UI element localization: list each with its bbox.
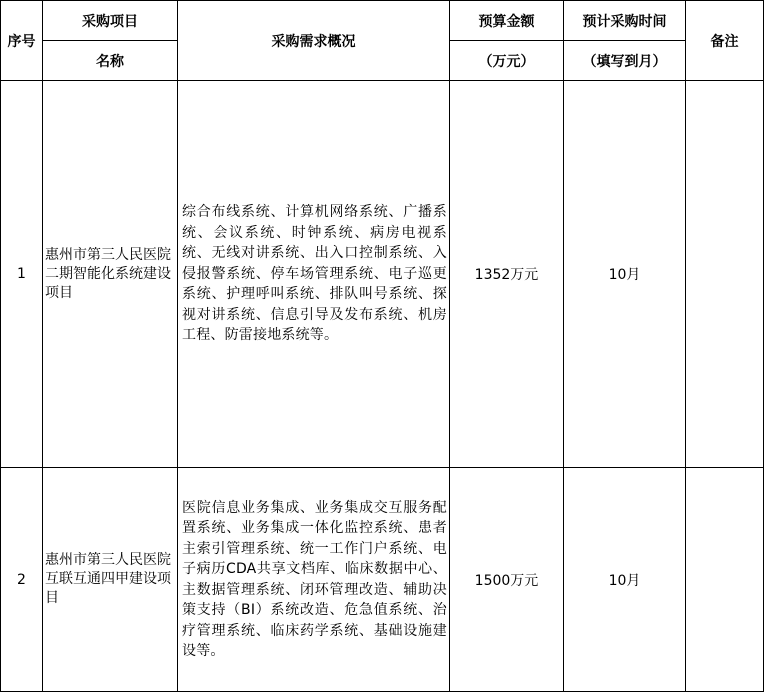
row-name: 惠州市第三人民医院二期智能化系统建设项目 [43, 81, 178, 468]
header-time: 预计采购时间 [564, 1, 686, 41]
header-time-note: （填写到月） [564, 41, 686, 81]
header-remarks: 备注 [686, 1, 764, 81]
row-budget: 1500万元 [450, 468, 564, 692]
row-time: 10月 [564, 81, 686, 468]
row-budget: 1352万元 [450, 81, 564, 468]
table-row [1, 81, 764, 468]
row-requirements: 综合布线系统、计算机网络系统、广播系统、会议系统、时钟系统、病房电视系统、无线对讲系统、出入口控制系统、入侵报警系统、停车场管理系统、电子巡更系统、护理呼叫系统、排队叫号系统、探视对讲系统、信息引导及发布系统、机房工程、防雷接地系统等。 [178, 81, 450, 468]
row-requirements: 医院信息业务集成、业务集成交互服务配置系统、业务集成一体化监控系统、患者主索引管理系统、统一工作门户系统、电子病历CDA共享文档库、临床数据中心、主数据管理系统、闭环管理改造、辅助决策支持（BI）系统改造、危急值系统、治疗管理系统、临床药学系统、基础设施建设等。 [178, 468, 450, 692]
header-budget: 预算金额 [450, 1, 564, 41]
table-row [1, 468, 764, 692]
header-requirements: 采购需求概况 [178, 1, 450, 81]
row-remarks [686, 468, 764, 692]
row-time: 10月 [564, 468, 686, 692]
header-seq: 序号 [1, 1, 43, 81]
row-name: 惠州市第三人民医院互联互通四甲建设项目 [43, 468, 178, 692]
row-seq: 2 [1, 468, 43, 692]
header-project: 采购项目 [43, 1, 178, 41]
row-seq: 1 [1, 81, 43, 468]
header-budget-unit: （万元） [450, 41, 564, 81]
row-remarks [686, 81, 764, 468]
header-name: 名称 [43, 41, 178, 81]
